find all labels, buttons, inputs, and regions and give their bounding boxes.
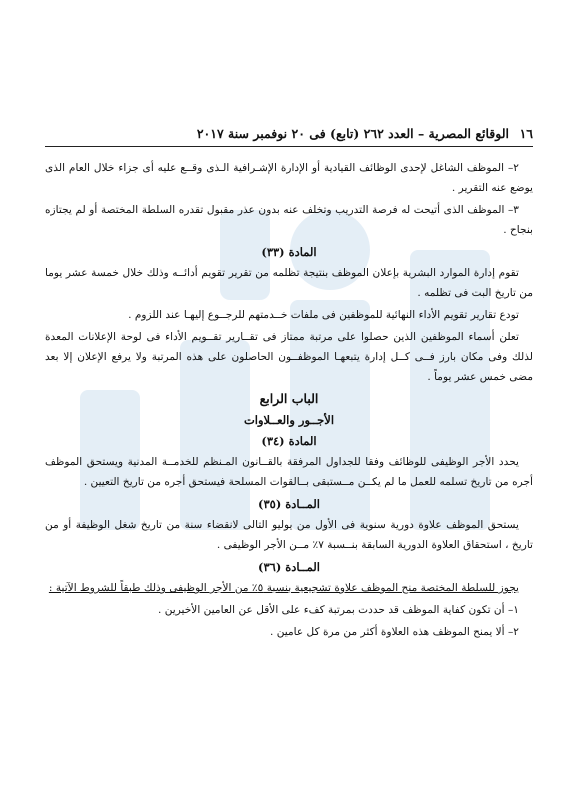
paragraph: تعلن أسماء الموظفين الذين حصلوا على مرتبة ممتاز فى تقــارير تقــويم الأداء فى لوحة الإعلانات المعدة لذلك وفى مكان بارز فــى كــل إدارة يتبعهـا الموظفــون الحاصلون على هذه المرتبة ولا يرفع الإعلان إلا بعد مضى خمس عشر يوماً . <box>45 331 533 383</box>
paragraph: ٢– الموظف الشاغل لإحدى الوظائف القيادية أو الإدارة الإشـرافية الـذى وقــع عليه أى جزاء خلال العام الذى يوضع عنه التقرير . <box>45 162 533 194</box>
page-number: ١٦ <box>519 126 533 141</box>
paragraph: ٢– ألا يمنح الموظف هذه العلاوة أكثر من مرة كل عامين . <box>269 626 519 638</box>
paragraph: يحدد الأجر الوظيفى للوظائف وفقا للجداول المرفقة بالقــانون المـنظم للخدمــة المدنية ويستحق الموظف أجره من تاريخ تسلمه للعمل ما لم يكــن مــستبقى بــالقوات المسلحة فيستحق أجره من تاريخ التعيين . <box>45 456 533 488</box>
paragraph: يستحق الموظف علاوة دورية سنوية فى الأول من يوليو التالى لانقضاء سنة من تاريخ شغل الوظيفة أو من تاريخ ، استحقاق العلاوة الدورية السابقة بنــسبة ٧٪ مــن الأجر الوظيفى . <box>45 519 533 551</box>
gazette-title: الوقائع المصرية – العدد ٢٦٢ (تابع) فى ٢٠ نوفمبر سنة ٢٠١٧ <box>196 126 509 141</box>
section-heading: المــادة (٣٥) <box>258 497 320 511</box>
page-header <box>45 126 533 147</box>
paragraph: ١– أن تكون كفاية الموظف قد حددت بمرتبة كفء على الأقل عن العامين الأخيرين . <box>157 604 519 616</box>
section-heading: الباب الرابع <box>259 391 319 406</box>
document-body <box>45 158 533 644</box>
section-heading: المادة (٣٣) <box>261 245 317 259</box>
section-heading: المادة (٣٤) <box>261 434 317 448</box>
paragraph: يجوز للسلطة المختصة منح الموظف علاوة تشجيعية بنسبة ٥٪ من الأجر الوظيفى وذلك طبقاً للشروط الآتية : <box>48 582 519 594</box>
paragraph: تودع تقارير تقويم الأداء النهائية للموظفين فى ملفات خــدمتهم للرجــوع إليهـا عند اللزوم . <box>128 309 519 321</box>
paragraph: تقوم إدارة الموارد البشرية بإعلان الموظف بنتيجة تظلمه من تقرير تقويم أدائــه وذلك خلال خمسة عشر يوما من تاريخ البت فى تظلمه . <box>45 267 533 299</box>
section-heading: الأجــور والعــلاوات <box>243 413 335 427</box>
paragraph: ٣– الموظف الذى أتيحت له فرصة التدريب وتخلف عنه بدون عذر مقبول تقدره السلطة المختصة أو لم يجتازه بنجاح . <box>45 204 533 236</box>
section-heading: المــادة (٣٦) <box>258 560 320 574</box>
